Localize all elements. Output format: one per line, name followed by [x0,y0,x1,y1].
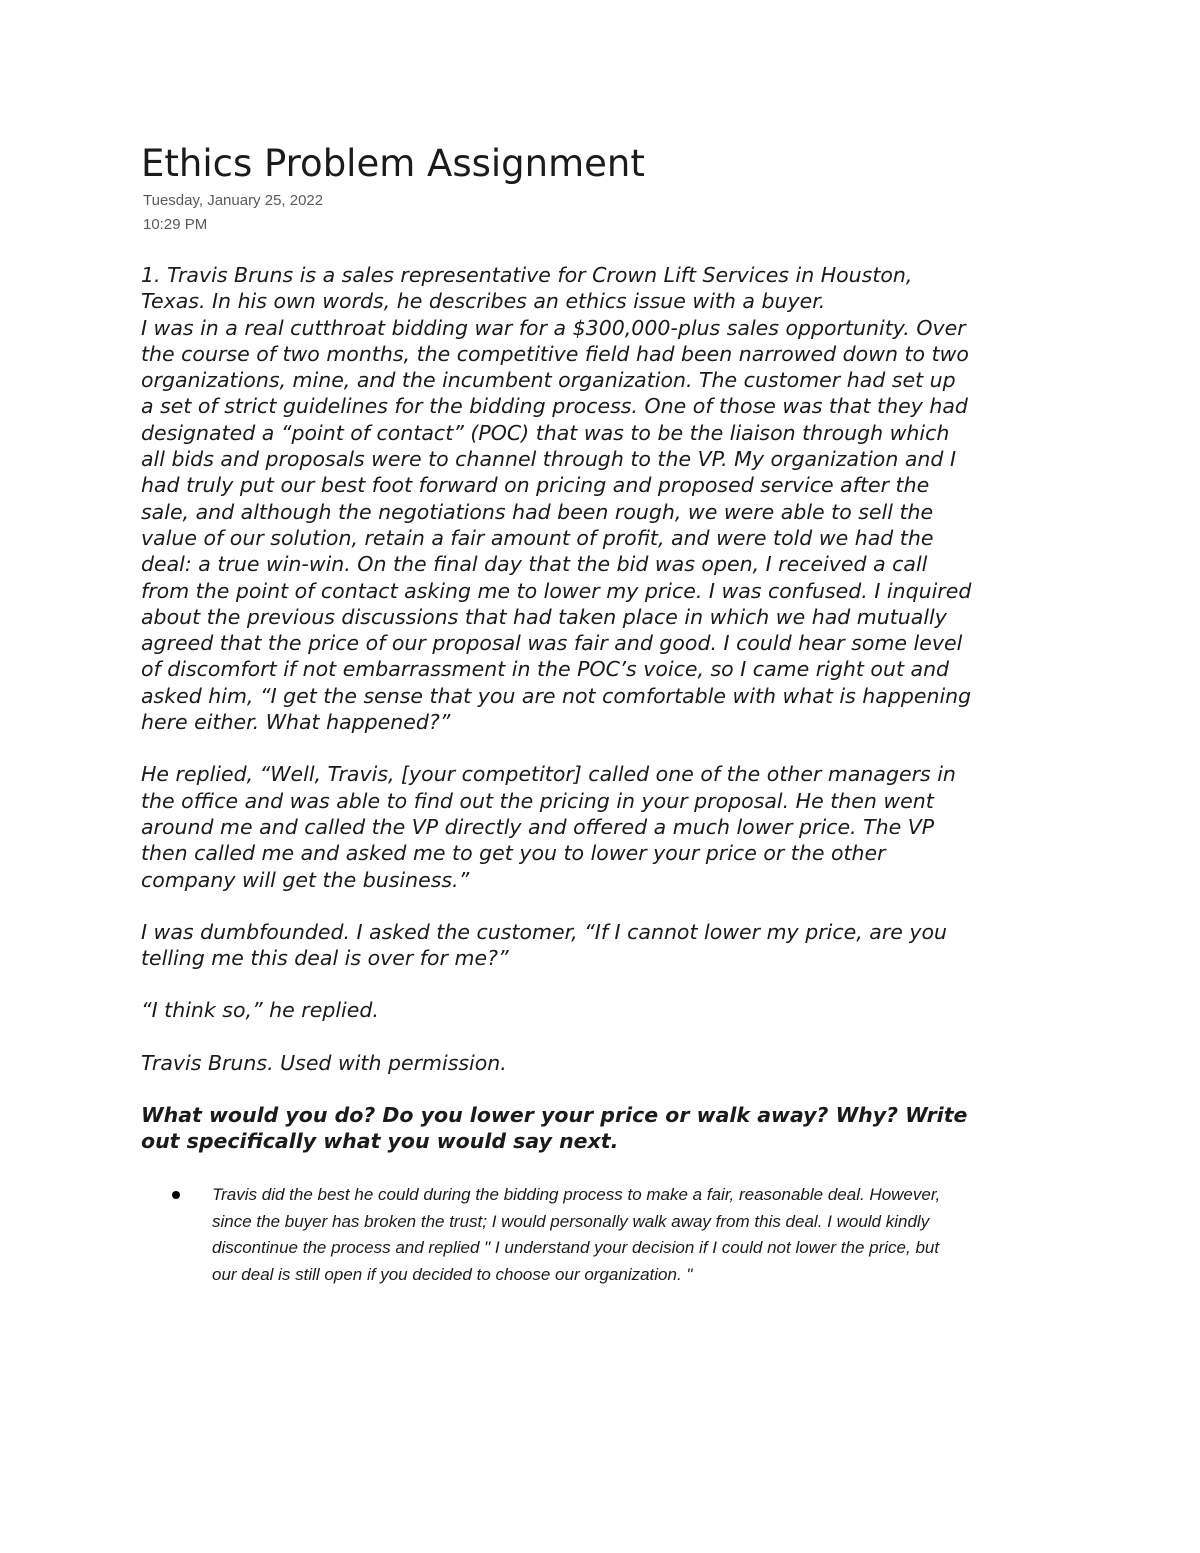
case-text [141,262,1071,1155]
text-line: value of our solution, retain a fair amount of profit, and were told we had the [141,525,934,550]
assignment-question [141,1102,1071,1155]
text-line: asked him, “I get the sense that you are not comfortable with what is happening [141,683,972,708]
text-line: “I think so,” he replied. [141,998,379,1023]
text-line: 1. Travis Bruns is a sales representative for Crown Lift Services in Houston, [141,263,913,287]
text-line: about the previous discussions that had taken place in which we had mutually [141,604,947,629]
case-paragraph [141,761,1071,892]
text-line: here either. What happened?” [141,710,451,735]
text-line: company will get the business.” [141,867,470,892]
bullet-icon [172,1191,180,1199]
text-line: I was dumbfounded. I asked the customer, “If I cannot lower my price, are you [141,919,948,944]
text-line: Travis Bruns. Used with permission. [141,1050,507,1075]
text-line: I was in a real cutthroat bidding war for a $300,000-plus sales opportunity. Over [141,315,966,340]
answer-line: Travis did the best he could during the bidding process to make a fair, reasonable deal. However, [212,1185,941,1204]
text-line: agreed that the price of our proposal was fair and good. I could hear some level [141,631,963,656]
text-line: designated a “point of contact” (POC) that was to be the liaison through which [141,420,950,445]
text-line: had truly put our best foot forward on pricing and proposed service after the [141,473,930,498]
text-line: the course of two months, the competitive field had been narrowed down to two [141,341,969,366]
case-paragraph [141,919,1071,972]
text-line: organizations, mine, and the incumbent organization. The customer had set up [141,368,956,393]
note-date: Tuesday, January 25, 2022 [143,192,324,209]
case-paragraph [141,262,1071,735]
answer-list [172,1182,1062,1288]
text-line: sale, and although the negotiations had been rough, we were able to sell the [141,499,934,524]
text-line: all bids and proposals were to channel through to the VP. My organization and I [141,447,956,472]
text-line: around me and called the VP directly and offered a much lower price. The VP [141,814,935,839]
text-line: Texas. In his own words, he describes an ethics issue with a buyer. [141,289,826,314]
page-title: Ethics Problem Assignment [141,142,645,185]
text-line: deal: a true win-win. On the final day that the bid was open, I received a call [141,552,928,577]
answer-line: since the buyer has broken the trust; I would personally walk away from this deal. I would kindly [212,1211,930,1231]
text-line: telling me this deal is over for me?” [141,946,509,971]
answer-line: our deal is still open if you decided to choose our organization. " [212,1264,693,1284]
case-paragraph [141,997,1071,1023]
text-line: a set of strict guidelines for the bidding process. One of those was that they had [141,394,968,419]
answer-line: discontinue the process and replied " I understand your decision if I could not lower the price, but [212,1238,940,1257]
text-line: the office and was able to find out the pricing in your proposal. He then went [141,788,934,813]
list-item [172,1182,1062,1288]
text-line: of discomfort if not embarrassment in the POC’s voice, so I came right out and [141,657,950,682]
text-line: He replied, “Well, Travis, [your competitor] called one of the other managers in [141,762,956,787]
text-line: from the point of contact asking me to lower my price. I was confused. I inquired [141,578,972,603]
text-line: then called me and asked me to get you to lower your price or the other [141,841,886,866]
note-time: 10:29 PM [143,216,208,233]
case-paragraph [141,1050,1071,1076]
question-line: out specifically what you would say next. [141,1129,619,1154]
question-line: What would you do? Do you lower your price or walk away? Why? Write [141,1103,968,1128]
